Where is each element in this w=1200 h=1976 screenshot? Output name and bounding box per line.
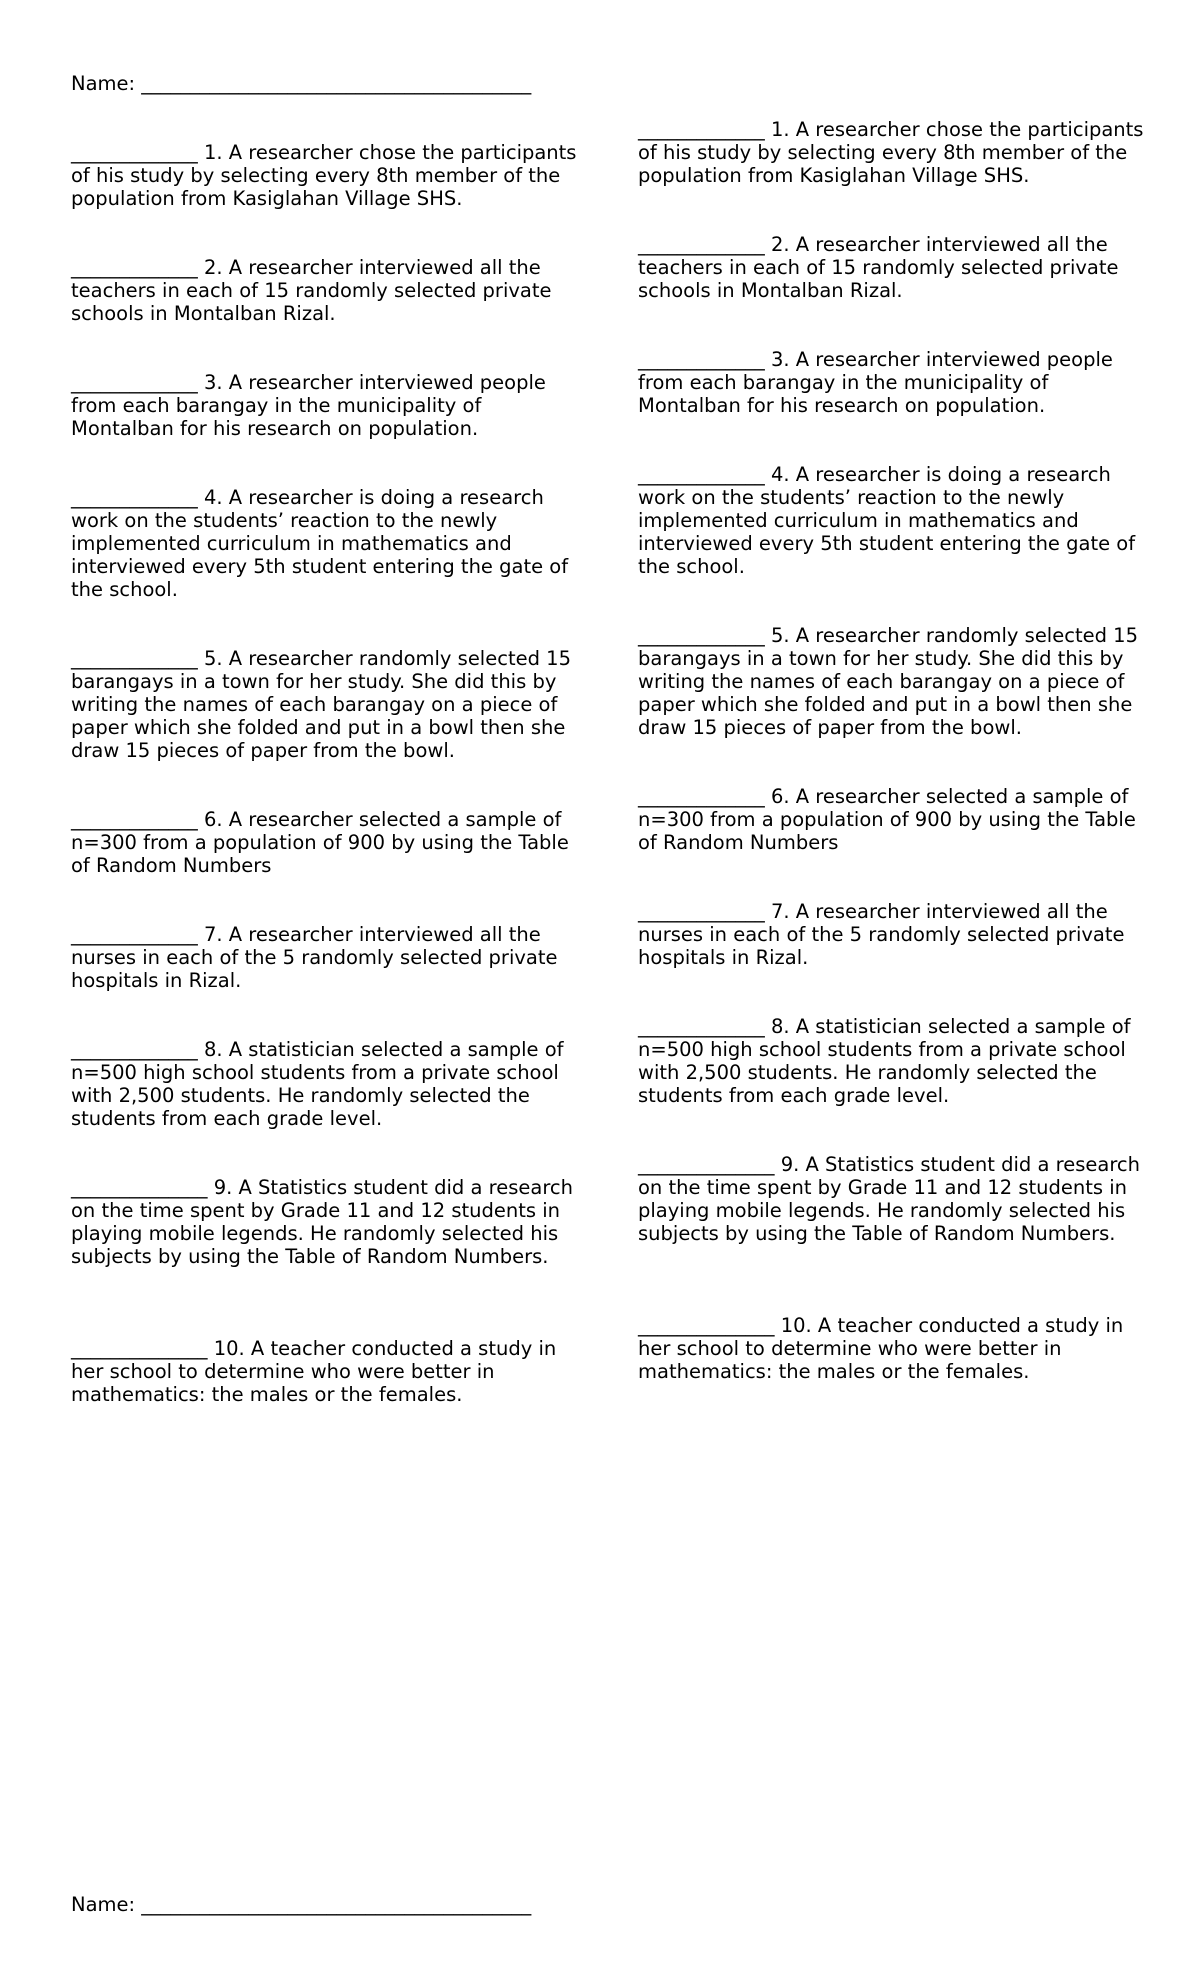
question-text: 1. A researcher chose the participants of his study by selecting every 8th member of the population from Kasiglahan Village SHS. (71, 141, 577, 210)
question-text: 1. A researcher chose the participants of his study by selecting every 8th member of the population from Kasiglahan Village SHS. (638, 118, 1144, 187)
question-text: 10. A teacher conducted a study in her school to determine who were better in mathematics: the males or the females. (71, 1337, 557, 1406)
question-item (638, 233, 1148, 302)
question-text: 6. A researcher selected a sample of n=300 from a population of 900 by using the Table of Random Numbers (638, 785, 1136, 854)
question-text: 2. A researcher interviewed all the teachers in each of 15 randomly selected private schools in Montalban Rizal. (71, 256, 552, 325)
answer-blank[interactable]: ______________ (71, 1176, 208, 1199)
answer-blank[interactable]: ______________ (71, 1337, 208, 1360)
answer-blank[interactable]: _____________ (638, 624, 765, 647)
question-item (71, 1337, 581, 1406)
question-text: 8. A statistician selected a sample of n=500 high school students from a private school with 2,500 students. He randomly selected the students from each grade level. (638, 1015, 1131, 1107)
question-item (638, 348, 1148, 417)
question-text: 5. A researcher randomly selected 15 barangays in a town for her study. She did this by writing the names of each barangay on a piece of paper which she folded and put in a bowl then she draw 15 pieces of paper from the bowl. (638, 624, 1138, 739)
question-item (71, 371, 581, 440)
question-text: 10. A teacher conducted a study in her school to determine who were better in mathematics: the males or the females. (638, 1314, 1124, 1383)
question-item (638, 624, 1148, 739)
name-field-bottom[interactable]: Name: ________________________________________ (71, 1893, 532, 1916)
question-item (638, 785, 1148, 854)
question-item (71, 256, 581, 325)
answer-blank[interactable]: _____________ (638, 233, 765, 256)
question-text: 7. A researcher interviewed all the nurses in each of the 5 randomly selected private hospitals in Rizal. (71, 923, 558, 992)
answer-blank[interactable]: _____________ (71, 486, 198, 509)
question-text: 7. A researcher interviewed all the nurses in each of the 5 randomly selected private hospitals in Rizal. (638, 900, 1125, 969)
question-text: 3. A researcher interviewed people from each barangay in the municipality of Montalban for his research on population. (638, 348, 1113, 417)
question-text: 4. A researcher is doing a research work on the students’ reaction to the newly implemented curriculum in mathematics and interviewed every 5th student entering the gate of the school. (638, 463, 1136, 578)
answer-blank[interactable]: _____________ (638, 1015, 765, 1038)
question-item (638, 900, 1148, 969)
question-item (638, 1015, 1148, 1107)
question-text: 5. A researcher randomly selected 15 barangays in a town for her study. She did this by writing the names of each barangay on a piece of paper which she folded and put in a bowl then she draw 15 pieces of paper from the bowl. (71, 647, 571, 762)
question-text: 6. A researcher selected a sample of n=300 from a population of 900 by using the Table of Random Numbers (71, 808, 569, 877)
question-item (71, 647, 581, 762)
question-item (71, 923, 581, 992)
question-item (638, 118, 1148, 187)
answer-blank[interactable]: ______________ (638, 1153, 775, 1176)
name-field-top[interactable]: Name: ________________________________________ (71, 72, 532, 95)
answer-blank[interactable]: _____________ (71, 371, 198, 394)
answer-blank[interactable]: _____________ (71, 923, 198, 946)
question-text: 9. A Statistics student did a research on the time spent by Grade 11 and 12 students in playing mobile legends. He randomly selected his subjects by using the Table of Random Numbers. (638, 1153, 1141, 1245)
question-text: 8. A statistician selected a sample of n=500 high school students from a private school with 2,500 students. He randomly selected the students from each grade level. (71, 1038, 564, 1130)
question-text: 2. A researcher interviewed all the teachers in each of 15 randomly selected private schools in Montalban Rizal. (638, 233, 1119, 302)
question-item (638, 1314, 1148, 1383)
question-item (71, 1176, 581, 1268)
question-text: 4. A researcher is doing a research work on the students’ reaction to the newly implemented curriculum in mathematics and interviewed every 5th student entering the gate of the school. (71, 486, 569, 601)
question-item (71, 808, 581, 877)
answer-blank[interactable]: _____________ (71, 141, 198, 164)
question-text: 9. A Statistics student did a research on the time spent by Grade 11 and 12 students in playing mobile legends. He randomly selected his subjects by using the Table of Random Numbers. (71, 1176, 574, 1268)
answer-blank[interactable]: _____________ (638, 348, 765, 371)
answer-blank[interactable]: _____________ (71, 647, 198, 670)
question-text: 3. A researcher interviewed people from each barangay in the municipality of Montalban for his research on population. (71, 371, 546, 440)
answer-blank[interactable]: _____________ (638, 785, 765, 808)
question-item (71, 486, 581, 601)
question-item (638, 463, 1148, 578)
answer-blank[interactable]: _____________ (638, 900, 765, 923)
answer-blank[interactable]: _____________ (71, 1038, 198, 1061)
question-item (71, 1038, 581, 1130)
answer-blank[interactable]: _____________ (71, 808, 198, 831)
answer-blank[interactable]: _____________ (71, 256, 198, 279)
answer-blank[interactable]: _____________ (638, 463, 765, 486)
question-item (638, 1153, 1148, 1245)
answer-blank[interactable]: ______________ (638, 1314, 775, 1337)
answer-blank[interactable]: _____________ (638, 118, 765, 141)
question-item (71, 141, 581, 210)
